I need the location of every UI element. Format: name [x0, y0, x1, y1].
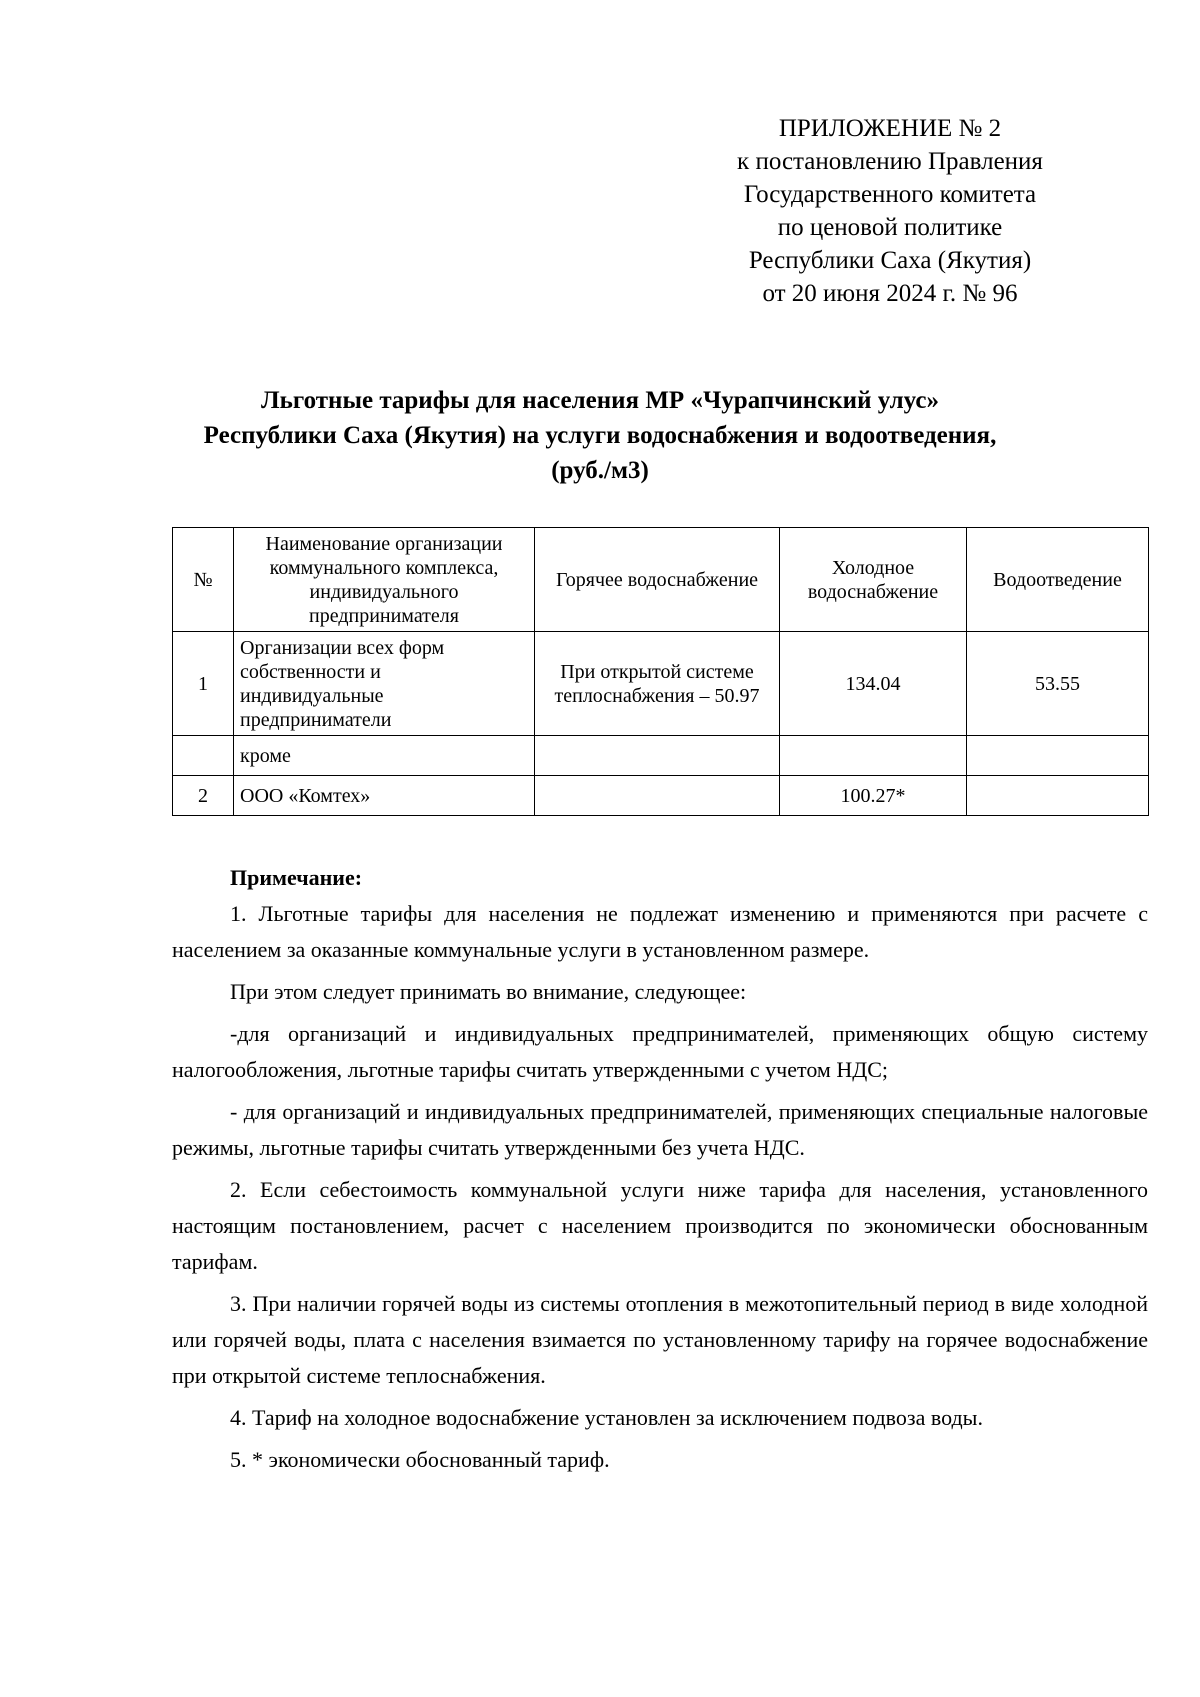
header-hot-water: Горячее водоснабжение: [535, 528, 780, 632]
table-row: [173, 736, 1149, 776]
cell-organization: кроме: [234, 736, 535, 776]
title-line: (руб./м3): [551, 457, 649, 484]
note-paragraph: 4. Тариф на холодное водоснабжение установлен за исключением подвоза воды.: [230, 1405, 983, 1430]
cell-cold-water: 100.27*: [780, 776, 967, 816]
cell-organization: ООО «Комтех»: [234, 776, 535, 816]
title-line: Льготные тарифы для населения МР «Чурапчинский улус»: [261, 387, 939, 414]
cell-number: 2: [173, 776, 234, 816]
cell-hot-water: [535, 736, 780, 776]
notes-section: [172, 860, 1148, 1478]
cell-drainage: [967, 736, 1149, 776]
cell-drainage: [967, 776, 1149, 816]
document-title: [160, 383, 1040, 488]
notes-heading: Примечание:: [230, 865, 363, 890]
appendix-line: Государственного комитета: [743, 181, 1037, 208]
cell-organization: Организации всех форм собственности и индивидуальные предприниматели: [234, 632, 535, 736]
note-paragraph: 3. При наличии горячей воды из системы отопления в межотопительный период в виде холодной или горячей воды, плата с населения взимается по установленному тарифу на горячее водоснабжение при открытой системе теплоснабжения.: [172, 1291, 1148, 1388]
header-number: №: [173, 528, 234, 632]
note-paragraph: При этом следует принимать во внимание, следующее:: [230, 979, 747, 1004]
cell-hot-water: При открытой системе теплоснабжения – 50.97: [535, 632, 780, 736]
cell-cold-water: 134.04: [780, 632, 967, 736]
table-row: [173, 632, 1149, 736]
note-paragraph: 5. * экономически обоснованный тариф.: [230, 1447, 610, 1472]
header-organization: Наименование организации коммунального комплекса, индивидуального предпринимателя: [234, 528, 535, 632]
header-cold-water: Холодное водоснабжение: [780, 528, 967, 632]
appendix-line: от 20 июня 2024 г. № 96: [762, 280, 1018, 307]
cell-hot-water: [535, 776, 780, 816]
appendix-line: к постановлению Правления: [737, 148, 1043, 175]
title-line: Республики Саха (Якутия) на услуги водоснабжения и водоотведения,: [203, 422, 997, 449]
note-paragraph: - для организаций и индивидуальных предпринимателей, применяющих специальные налоговые режимы, льготные тарифы считать утвержденными без учета НДС.: [172, 1099, 1148, 1160]
tariffs-table: [172, 527, 1149, 816]
cell-number: [173, 736, 234, 776]
cell-cold-water: [780, 736, 967, 776]
appendix-line: Республики Саха (Якутия): [748, 247, 1032, 274]
cell-drainage: 53.55: [967, 632, 1149, 736]
appendix-line: по ценовой политике: [777, 214, 1003, 241]
cell-number: 1: [173, 632, 234, 736]
note-paragraph: 1. Льготные тарифы для населения не подлежат изменению и применяются при расчете с населением за оказанные коммунальные услуги в установленном размере.: [172, 901, 1148, 962]
header-drainage: Водоотведение: [967, 528, 1149, 632]
note-paragraph: 2. Если себестоимость коммунальной услуги ниже тарифа для населения, установленного настоящим постановлением, расчет с населением производится по экономически обоснованным тарифам.: [172, 1177, 1148, 1274]
table-row: [173, 776, 1149, 816]
table-header-row: [173, 528, 1149, 632]
appendix-line: ПРИЛОЖЕНИЕ № 2: [778, 115, 1002, 142]
appendix-header: [700, 112, 1080, 310]
note-paragraph: -для организаций и индивидуальных предпринимателей, применяющих общую систему налогообложения, льготные тарифы считать утвержденными с учетом НДС;: [172, 1021, 1148, 1082]
